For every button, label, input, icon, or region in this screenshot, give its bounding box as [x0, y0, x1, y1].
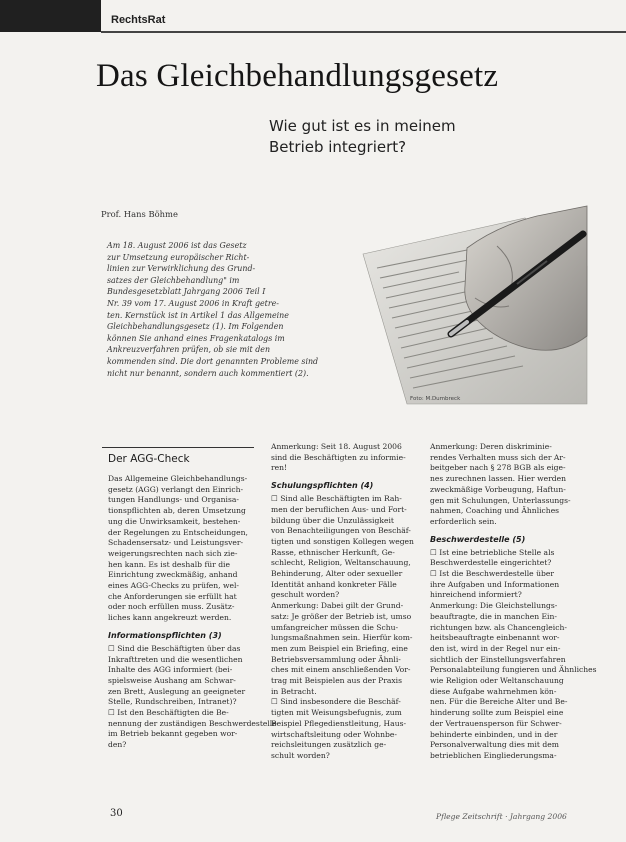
column-3	[430, 442, 597, 762]
text-line: Identität anhand konkreter Fälle	[271, 579, 397, 589]
text-line: heitsbeauftragte einbenannt wor-	[430, 633, 560, 643]
page-number: 30	[110, 808, 123, 819]
subtitle-line: Betrieb integriert?	[269, 138, 407, 156]
subtitle-line: Wie gut ist es in meinem	[269, 117, 456, 135]
intro-line: Nr. 39 vom 17. August 2006 in Kraft getre-	[107, 298, 279, 308]
text-line: Einrichtung zweckmäßig, anhand	[108, 570, 238, 580]
text-line: Personalverwaltung dies mit dem	[430, 740, 559, 750]
checklist-line: ☐ Ist eine betriebliche Stelle als	[430, 547, 555, 557]
checklist-line: ☐ Sind alle Beschäftigten im Rah-	[271, 494, 402, 504]
article-subtitle	[269, 116, 456, 158]
text-line: umfangreicher müssen die Schu-	[271, 622, 399, 632]
text-line: men zum Beispiel ein Briefing, eine	[271, 643, 408, 653]
body-paragraph	[271, 442, 421, 474]
text-line: gen mit Schulungen, Unterlassungs-	[430, 495, 571, 505]
text-line: Beschwerdestelle eingerichtet?	[430, 558, 552, 568]
text-line: Das Allgemeine Gleichbehandlungs-	[108, 474, 248, 483]
intro-line: ten. Kernstück ist in Artikel 1 das Allgemeine	[107, 310, 289, 320]
header-rule	[101, 31, 626, 33]
text-line: ren!	[271, 463, 288, 473]
photo-hand-writing	[347, 206, 587, 404]
section-label: RechtsRat	[111, 14, 166, 26]
text-line: der Vertrauensperson für Schwer-	[430, 718, 562, 728]
text-line: wie Religion oder Weltanschauung	[430, 676, 564, 686]
intro-paragraph	[107, 240, 369, 379]
intro-line: satzes der Gleichbehandlung" im	[107, 275, 240, 285]
text-line: von Benachteiligungen von Beschäf-	[271, 526, 411, 536]
text-line: Inhalte des AGG informiert (bei-	[108, 665, 233, 675]
text-line: Behinderung, Alter oder sexueller	[271, 569, 403, 579]
text-line: oder noch erfüllen muss. Zusätz-	[108, 602, 235, 612]
intro-line: kommenden sind. Die dort genannten Probleme sind	[107, 356, 319, 366]
text-line: men der beruflichen Aus- und Fort-	[271, 504, 407, 514]
subheading: Schulungspflichten (4)	[271, 481, 374, 491]
text-line: bildung über die Unzulässigkeit	[271, 515, 394, 525]
journal-footer: Pflege Zeitschrift · Jahrgang 2006	[436, 812, 567, 821]
text-line: im Betrieb bekannt gegeben wor-	[108, 729, 238, 739]
checklist-line: ☐ Ist die Beschwerdestelle über	[430, 569, 554, 579]
intro-line: Bundesgesetzblatt Jahrgang 2006 Teil I	[107, 287, 266, 297]
header-tab-block	[0, 0, 101, 32]
body-paragraph	[430, 547, 597, 762]
text-line: ches mit einem anschließenden Vor-	[271, 665, 411, 675]
text-line: ihre Aufgaben und Informationen	[430, 579, 560, 589]
text-line: tigten und sonstigen Kollegen wegen	[271, 536, 414, 546]
text-line: sichtlich der Einstellungsverfahren	[430, 654, 566, 664]
text-line: satz: Je größer der Betrieb ist, umso	[271, 611, 412, 621]
text-line: rendes Verhalten muss sich der Ar-	[430, 452, 566, 462]
text-line: Stelle, Rundschreiben, Intranet)?	[108, 697, 237, 707]
text-line: tigten mit Weisungsbefugnis, zum	[271, 708, 402, 718]
text-line: schlecht, Religion, Weltanschauung,	[271, 558, 411, 568]
checklist-line: ☐ Sind insbesondere die Beschäf-	[271, 697, 401, 707]
text-line: zweckmäßige Vorbeugung, Haftun-	[430, 484, 566, 494]
text-line: nes zurechnen lassen. Hier werden	[430, 474, 566, 484]
text-line: wirtschaftsleitung oder Wohnbe-	[271, 729, 397, 739]
column-2	[271, 442, 421, 762]
text-line: spielsweise Aushang am Schwar-	[108, 675, 236, 685]
text-line: nen. Für die Bereiche Alter und Be-	[430, 697, 568, 707]
text-line: erforderlich sein.	[430, 516, 497, 526]
text-line: schult worden?	[271, 750, 330, 760]
text-line: den ist, wird in der Regel nur ein-	[430, 643, 561, 653]
text-line: richtungen bzw. als Chancengleich-	[430, 622, 567, 632]
checklist-line: ☐ Ist den Beschäftigten die Be-	[108, 708, 229, 718]
text-line: tungen Handlungs- und Organisa-	[108, 495, 239, 505]
text-line: geschult worden?	[271, 590, 340, 600]
text-line: der Regelungen zu Entscheidungen,	[108, 527, 248, 537]
text-line: che Anforderungen sie erfüllt hat	[108, 591, 237, 601]
column-1	[108, 453, 277, 751]
text-line: Anmerkung: Deren diskriminie-	[430, 442, 552, 451]
body-paragraph	[108, 474, 258, 624]
intro-line: nicht nur benannt, sondern auch kommentiert (2).	[107, 368, 309, 378]
text-line: Beispiel Pflegedienstleitung, Haus-	[271, 718, 407, 728]
box-heading: Der AGG-Check	[108, 453, 190, 465]
text-line: den?	[108, 740, 127, 750]
text-line: Schadensersatz- und Leistungsver-	[108, 538, 244, 548]
text-line: zen Brett, Auslegung an geeigneter	[108, 686, 246, 696]
text-line: nennung der zuständigen Beschwerdestelle	[108, 718, 277, 728]
photo-credit: Foto: M.Dumbreck	[410, 396, 461, 402]
intro-line: Gleichbehandlungsgesetz (1). Im Folgenden	[107, 322, 284, 332]
text-line: behinderte einbinden, und in der	[430, 729, 558, 739]
text-line: sind die Beschäftigten zu informie-	[271, 452, 406, 462]
text-line: Betriebsversammlung oder Ähnli-	[271, 654, 401, 664]
text-line: Anmerkung: Seit 18. August 2006	[271, 442, 402, 451]
intro-line: können Sie anhand eines Fragenkatalogs im	[107, 333, 285, 343]
text-line: betrieblichen Eingliederungsma-	[430, 750, 557, 760]
text-line: liches kann angekreuzt werden.	[108, 613, 232, 623]
intro-line: Ankreuzverfahren prüfen, ob sie mit den	[107, 345, 271, 355]
text-line: trag mit Beispielen aus der Praxis	[271, 676, 402, 686]
text-line: beauftragte, die in manchen Ein-	[430, 611, 557, 621]
body-paragraph	[108, 643, 277, 751]
text-line: lungsmaßnahmen sein. Hierfür kom-	[271, 633, 413, 643]
text-line: Rasse, ethnischer Herkunft, Ge-	[271, 547, 395, 557]
box-rule	[102, 447, 254, 448]
text-line: nahmen, Coaching und Ähnliches	[430, 506, 560, 516]
text-line: weigerungsrechten nach sich zie-	[108, 548, 238, 558]
body-paragraph	[271, 494, 421, 762]
text-line: Inkrafttreten und die wesentlichen	[108, 654, 243, 664]
text-line: beitgeber nach § 278 BGB als eige-	[430, 463, 566, 473]
subheading: Beschwerdestelle (5)	[430, 534, 526, 544]
text-line: eines AGG-Checks zu prüfen, wel-	[108, 581, 239, 591]
intro-line: linien zur Verwirklichung des Grund-	[107, 264, 256, 274]
text-line: in Betracht.	[271, 686, 317, 696]
author-byline: Prof. Hans Böhme	[101, 209, 178, 219]
text-line: hinderung sollte zum Beispiel eine	[430, 708, 564, 718]
text-line: reichsleitungen zusätzlich ge-	[271, 740, 387, 750]
intro-line: Am 18. August 2006 ist das Gesetz	[107, 241, 247, 250]
article-title: Das Gleichbehandlungsgesetz	[96, 58, 499, 94]
text-line: diese Aufgabe wahrnehmen kön-	[430, 686, 557, 696]
intro-line: zur Umsetzung europäischer Richt-	[107, 252, 250, 262]
text-line: ung die Unwirksamkeit, bestehen-	[108, 516, 241, 526]
text-line: Personalabteilung fungieren und Ähnliches	[430, 665, 597, 675]
text-line: gesetz (AGG) verlangt den Einrich-	[108, 484, 244, 494]
checklist-line: ☐ Sind die Beschäftigten über das	[108, 643, 241, 653]
subheading: Informationspflichten (3)	[108, 630, 222, 640]
body-paragraph	[430, 442, 580, 528]
text-line: tionspflichten ab, deren Umsetzung	[108, 506, 246, 516]
text-line: hen kann. Es ist deshalb für die	[108, 559, 230, 569]
text-line: Anmerkung: Die Gleichstellungs-	[430, 601, 558, 611]
text-line: Anmerkung: Dabei gilt der Grund-	[271, 601, 404, 611]
text-line: hinreichend informiert?	[430, 590, 522, 600]
